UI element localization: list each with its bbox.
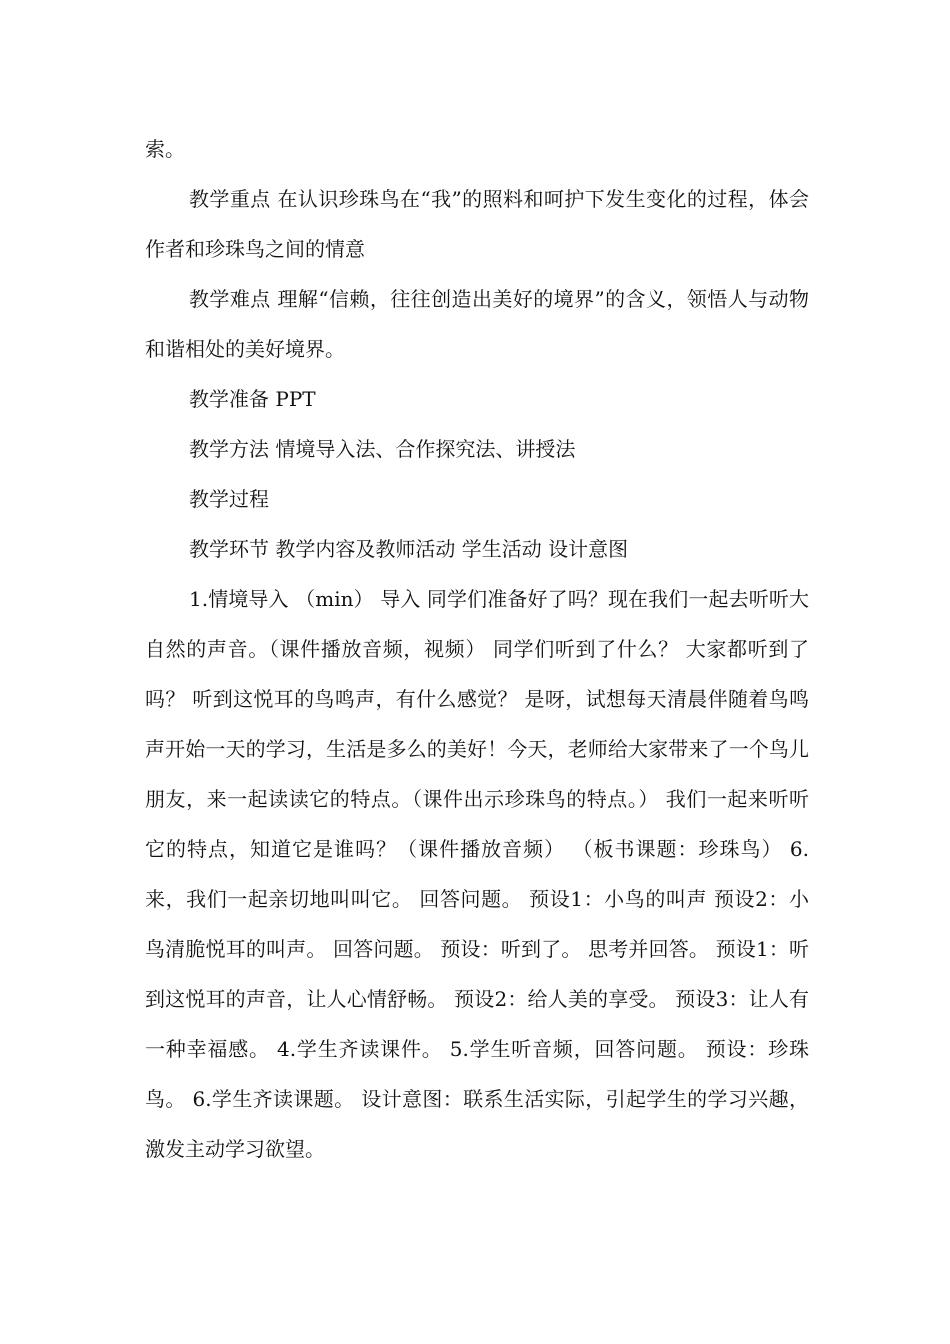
- paragraph-teaching-difficulty: 教学难点 理解“信赖，往往创造出美好的境界”的含义，领悟人与动物和谐相处的美好境界。: [145, 287, 809, 361]
- paragraph-teaching-process: 教学过程: [189, 487, 269, 511]
- paragraph-teaching-methods: 教学方法 情境导入法、合作探究法、讲授法: [189, 437, 576, 461]
- document-body: [145, 124, 809, 1174]
- paragraph-teaching-focus: 教学重点 在认识珍珠鸟在“我”的照料和呵护下发生变化的过程，体会作者和珍珠鸟之间的情意: [145, 187, 809, 261]
- paragraph-continuation: 索。: [145, 137, 185, 161]
- paragraph-teaching-preparation: 教学准备 PPT: [189, 387, 316, 411]
- paragraph-table-headers: 教学环节 教学内容及教师活动 学生活动 设计意图: [189, 537, 629, 561]
- paragraph-situation-intro: 1.情境导入 （min） 导入 同学们准备好了吗？现在我们一起去听听大自然的声音。（课件播放音频，视频） 同学们听到了什么？ 大家都听到了吗？ 听到这悦耳的鸟鸣声，有什么感觉？ 是呀，试想每天清晨伴随着鸟鸣声开始一天的学习，生活是多么的美好！今天，老师给大家带来了一个鸟儿朋友，来一起读读它的特点。（课件出示珍珠鸟的特点。） 我们一起来听听它的特点，知道它是谁吗？（课件播放音频） （板书课题：珍珠鸟） 6.来，我们一起亲切地叫叫它。 回答问题。 预设1：小鸟的叫声 预设2：小鸟清脆悦耳的叫声。 回答问题。 预设：听到了。 思考并回答。 预设1：听到这悦耳的声音，让人心情舒畅。 预设2：给人美的享受。 预设3：让人有一种幸福感。 4.学生齐读课件。 5.学生听音频，回答问题。 预设：珍珠鸟。 6.学生齐读课题。 设计意图：联系生活实际，引起学生的学习兴趣，激发主动学习欲望。: [145, 587, 809, 1161]
